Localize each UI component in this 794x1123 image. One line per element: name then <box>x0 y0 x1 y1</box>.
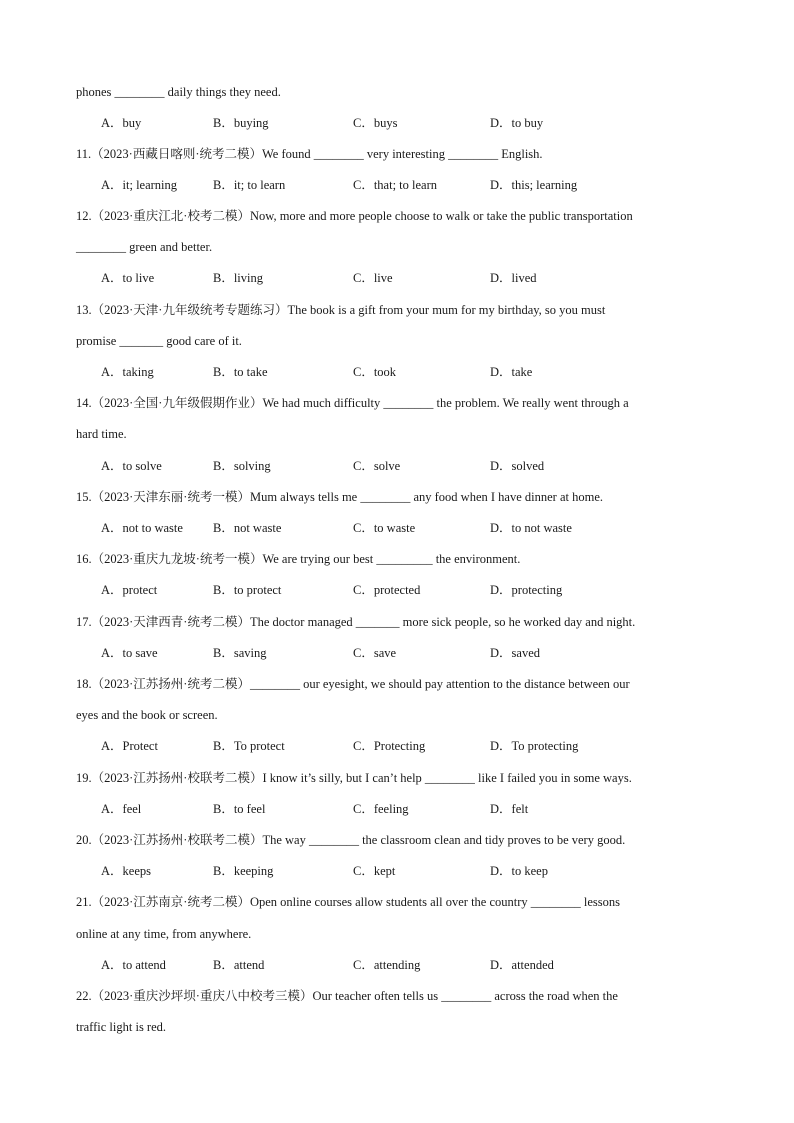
option-d[interactable]: D．To protecting <box>490 739 579 753</box>
option-c[interactable]: C．buys <box>353 116 398 130</box>
option-c[interactable]: C．attending <box>353 958 421 972</box>
q15-stem: 15.（2023·天津东丽·统考一模）Mum always tells me ________ any food when I have dinner at home. <box>76 490 603 504</box>
option-c[interactable]: C．Protecting <box>353 739 426 753</box>
q20-stem: 20.（2023·江苏扬州·校联考二模）The way ________ the classroom clean and tidy proves to be very good. <box>76 833 626 847</box>
q12-options <box>101 270 721 286</box>
option-d[interactable]: D．saved <box>490 646 540 660</box>
option-a[interactable]: A．to attend <box>101 958 166 972</box>
option-b[interactable]: B．saving <box>213 646 267 660</box>
option-b[interactable]: B．it; to learn <box>213 178 286 192</box>
q16-options <box>101 582 721 598</box>
q17-options <box>101 645 721 661</box>
q10-stem-tail: phones ________ daily things they need. <box>76 85 281 99</box>
option-d[interactable]: D．protecting <box>490 583 563 597</box>
option-b[interactable]: B．buying <box>213 116 269 130</box>
option-a[interactable]: A．to save <box>101 646 158 660</box>
q18-stem-cont: eyes and the book or screen. <box>76 708 218 722</box>
option-a[interactable]: A．not to waste <box>101 521 183 535</box>
q11-stem: 11.（2023·西藏日喀则·统考二模）We found ________ very interesting ________ English. <box>76 147 543 161</box>
q12-stem-cont: ________ green and better. <box>76 240 213 254</box>
option-b[interactable]: B．not waste <box>213 521 282 535</box>
option-a[interactable]: A．taking <box>101 365 154 379</box>
option-b[interactable]: B．to take <box>213 365 268 379</box>
q21-options <box>101 957 721 973</box>
q12-stem: 12.（2023·重庆江北·校考二模）Now, more and more people choose to walk or take the public transportation <box>76 209 633 223</box>
option-a[interactable]: A．buy <box>101 116 142 130</box>
option-c[interactable]: C．that; to learn <box>353 178 438 192</box>
option-d[interactable]: D．solved <box>490 459 545 473</box>
option-a[interactable]: A．to live <box>101 271 155 285</box>
q22-stem-cont: traffic light is red. <box>76 1020 167 1034</box>
option-a[interactable]: A．to solve <box>101 459 162 473</box>
option-b[interactable]: B．living <box>213 271 264 285</box>
q19-stem: 19.（2023·江苏扬州·校联考二模）I know it’s silly, but I can’t help ________ like I failed you in some ways. <box>76 771 632 785</box>
q18-stem: 18.（2023·江苏扬州·统考二模）________ our eyesight, we should pay attention to the distance between our <box>76 677 630 691</box>
option-a[interactable]: A．protect <box>101 583 158 597</box>
option-b[interactable]: B．To protect <box>213 739 285 753</box>
option-c[interactable]: C．to waste <box>353 521 416 535</box>
option-a[interactable]: A．feel <box>101 802 142 816</box>
q10-options <box>101 115 721 131</box>
q18-options <box>101 738 721 754</box>
q22-stem: 22.（2023·重庆沙坪坝·重庆八中校考三模）Our teacher often tells us ________ across the road when the <box>76 989 618 1003</box>
option-c[interactable]: C．protected <box>353 583 421 597</box>
q13-stem: 13.（2023·天津·九年级统考专题练习）The book is a gift from your mum for my birthday, so you must <box>76 303 606 317</box>
q21-stem: 21.（2023·江苏南京·统考二模）Open online courses allow students all over the country ________ lessons <box>76 895 621 909</box>
option-a[interactable]: A．keeps <box>101 864 151 878</box>
option-b[interactable]: B．attend <box>213 958 265 972</box>
option-c[interactable]: C．kept <box>353 864 396 878</box>
option-d[interactable]: D．to not waste <box>490 521 572 535</box>
option-c[interactable]: C．solve <box>353 459 401 473</box>
q13-stem-cont: promise _______ good care of it. <box>76 334 242 348</box>
option-c[interactable]: C．live <box>353 271 393 285</box>
q15-options <box>101 520 721 536</box>
q14-stem: 14.（2023·全国·九年级假期作业）We had much difficulty ________ the problem. We really went through a <box>76 396 629 410</box>
option-d[interactable]: D．take <box>490 365 533 379</box>
option-c[interactable]: C．save <box>353 646 397 660</box>
option-c[interactable]: C．feeling <box>353 802 409 816</box>
q14-stem-cont: hard time. <box>76 427 127 441</box>
option-a[interactable]: A．Protect <box>101 739 158 753</box>
option-d[interactable]: D．felt <box>490 802 529 816</box>
option-d[interactable]: D．lived <box>490 271 537 285</box>
q13-options <box>101 364 721 380</box>
q16-stem: 16.（2023·重庆九龙坡·统考一模）We are trying our best _________ the environment. <box>76 552 521 566</box>
option-b[interactable]: B．solving <box>213 459 271 473</box>
option-b[interactable]: B．to protect <box>213 583 282 597</box>
q19-options <box>101 801 721 817</box>
q14-options <box>101 458 721 474</box>
option-a[interactable]: A．it; learning <box>101 178 178 192</box>
option-b[interactable]: B．to feel <box>213 802 266 816</box>
q17-stem: 17.（2023·天津西青·统考二模）The doctor managed _______ more sick people, so he worked day and night. <box>76 615 636 629</box>
option-d[interactable]: D．this; learning <box>490 178 578 192</box>
option-b[interactable]: B．keeping <box>213 864 274 878</box>
option-c[interactable]: C．took <box>353 365 397 379</box>
option-d[interactable]: D．to keep <box>490 864 548 878</box>
q11-options <box>101 177 721 193</box>
q20-options <box>101 863 721 879</box>
q21-stem-cont: online at any time, from anywhere. <box>76 927 252 941</box>
option-d[interactable]: D．to buy <box>490 116 544 130</box>
option-d[interactable]: D．attended <box>490 958 554 972</box>
